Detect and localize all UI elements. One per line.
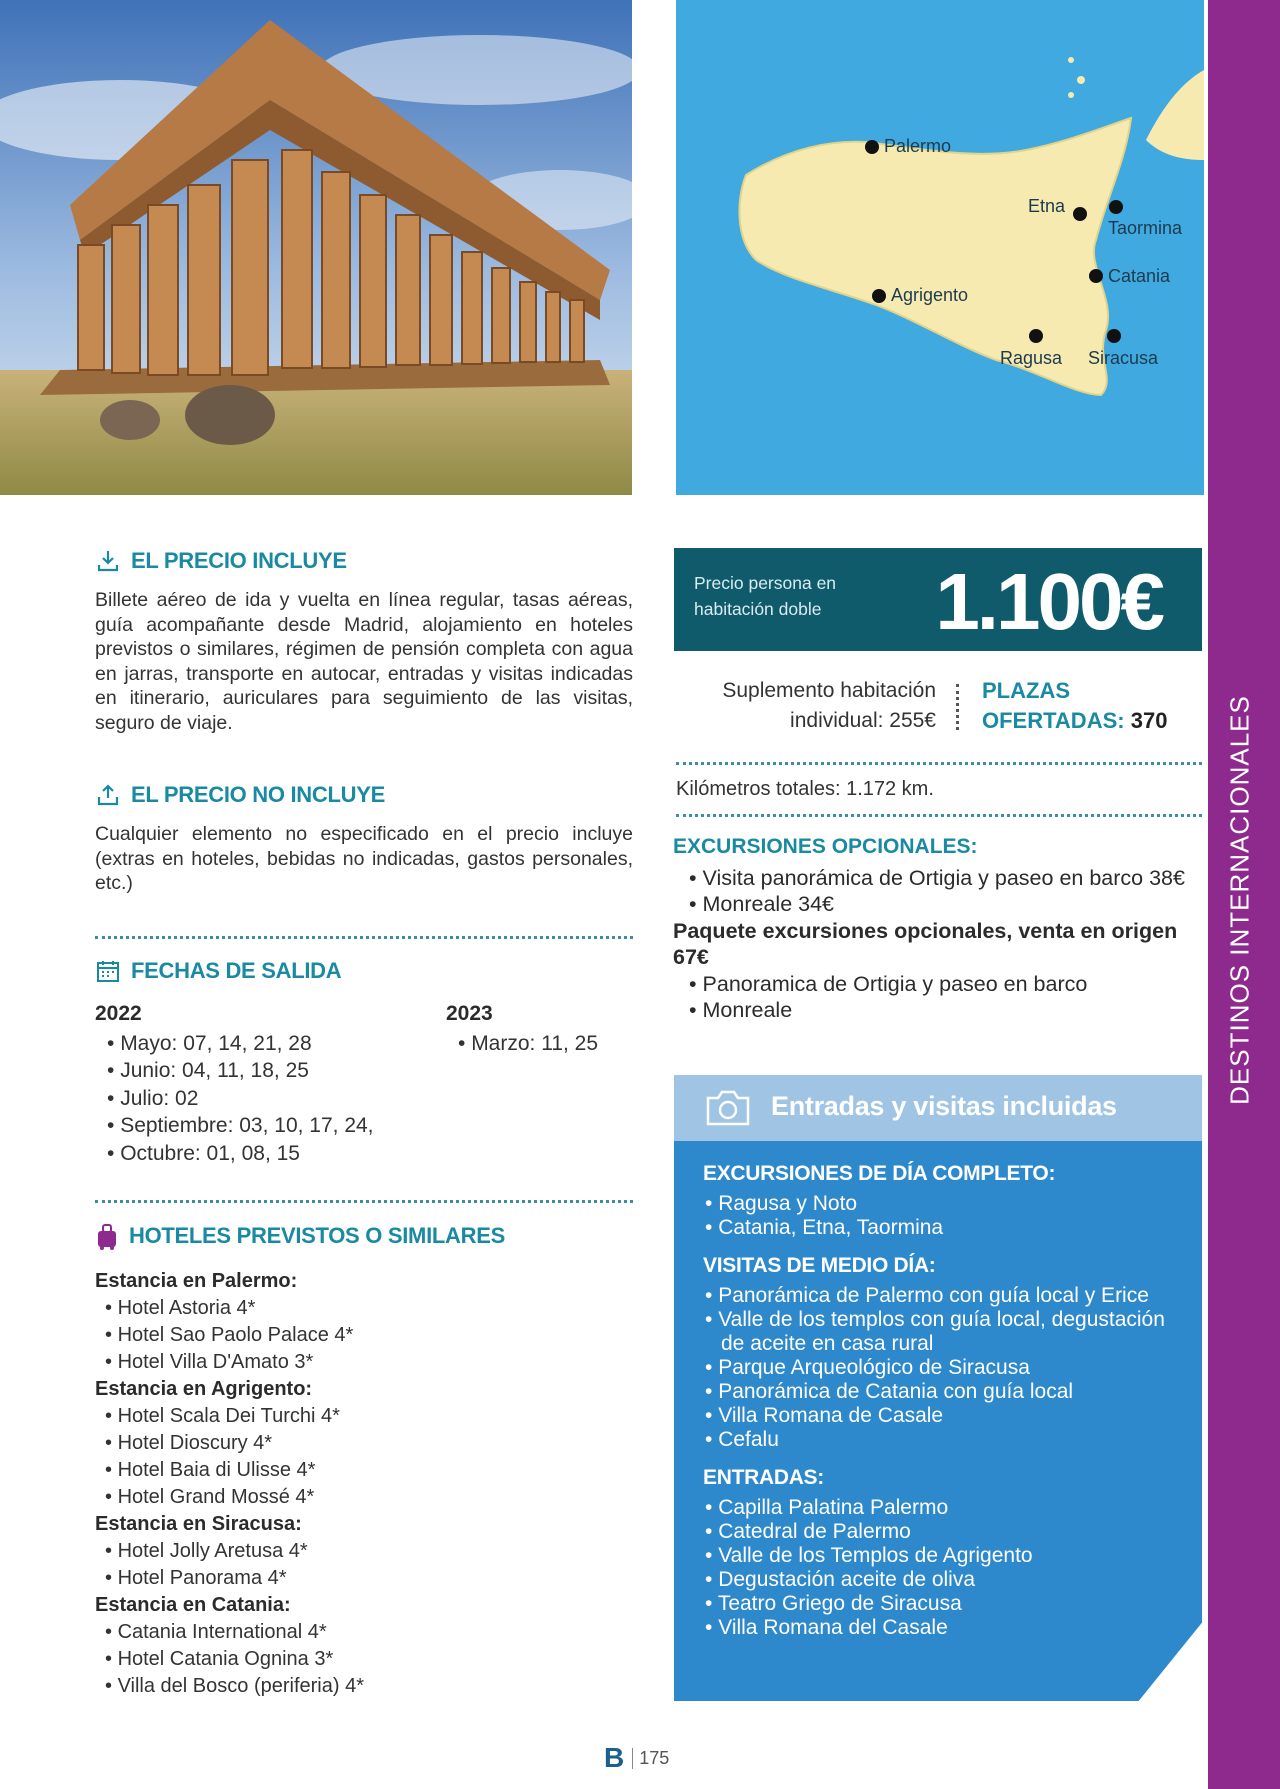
hotel-item: • Hotel Dioscury 4* xyxy=(95,1430,364,1457)
date-item: • Junio: 04, 11, 18, 25 xyxy=(95,1057,374,1085)
page-number: 175 xyxy=(632,1748,669,1769)
plazas-value: 370 xyxy=(1130,708,1168,733)
hotels-list xyxy=(95,1268,364,1700)
visit-item: • Ragusa y Noto xyxy=(705,1192,1173,1216)
excludes-text: Cualquier elemento no especificado en el precio incluye (extras en hoteles, bebidas no indicadas, gastos personales, etc.) xyxy=(95,823,633,894)
catania-marker xyxy=(1089,269,1103,283)
includes-title: EL PRECIO INCLUYE xyxy=(131,548,347,573)
map-label-agrigento: Agrigento xyxy=(891,285,969,305)
year-label: 2023 xyxy=(446,1002,493,1025)
temple-photo xyxy=(0,0,632,495)
includes-text: Billete aéreo de ida y vuelta en línea regular, tasas aéreas, guía acompañante desde Madrid, alojamiento en hoteles previstos o similares, régimen de pensión completa con agua en jarras, transporte en autocar, entradas y visitas indicadas en itinerario, auriculares para seguimiento de las visitas, seguro de viaje. xyxy=(95,589,633,734)
separator xyxy=(956,684,959,730)
map-label-ragusa: Ragusa xyxy=(1000,348,1063,368)
date-item: • Julio: 02 xyxy=(95,1085,374,1113)
ticket-item: • Valle de los Templos de Agrigento xyxy=(705,1544,1173,1568)
etna-marker xyxy=(1073,207,1087,221)
tickets-title: ENTRADAS: xyxy=(703,1466,824,1489)
taormina-marker xyxy=(1109,200,1123,214)
date-item: • Octubre: 01, 08, 15 xyxy=(95,1140,374,1168)
price-value: 1.100€ xyxy=(935,557,1162,646)
price-box xyxy=(674,548,1202,651)
hotel-group-name: Estancia en Palermo: xyxy=(95,1270,298,1292)
package-item: • Monreale xyxy=(689,997,1193,1024)
download-icon xyxy=(95,548,121,574)
visit-item: • Valle de los templos con guía local, degustación de aceite en casa rural xyxy=(705,1308,1173,1356)
supplement-line1: Suplemento habitación xyxy=(722,679,936,702)
dates-title: FECHAS DE SALIDA xyxy=(131,958,342,983)
package-item: • Panoramica de Ortigia y paseo en barco xyxy=(689,971,1193,998)
hotel-item: • Hotel Catania Ognina 3* xyxy=(95,1646,364,1673)
plazas-label2: OFERTADAS: xyxy=(982,708,1125,733)
ticket-item: • Capilla Palatina Palermo xyxy=(705,1496,1173,1520)
ticket-item: • Catedral de Palermo xyxy=(705,1520,1173,1544)
optional-excursions xyxy=(673,834,1193,1024)
visit-item: • Panorámica de Catania con guía local xyxy=(705,1380,1173,1404)
price-note: Precio persona en habitación doble xyxy=(694,573,837,619)
hotel-item: • Hotel Panorama 4* xyxy=(95,1565,364,1592)
hotel-item: • Hotel Grand Mossé 4* xyxy=(95,1484,364,1511)
plazas-label1: PLAZAS xyxy=(982,678,1070,703)
optional-title: EXCURSIONES OPCIONALES: xyxy=(673,835,978,858)
hotel-group-name: Estancia en Catania: xyxy=(95,1594,291,1616)
hotel-item: • Hotel Villa D'Amato 3* xyxy=(95,1349,364,1376)
temple-illustration xyxy=(0,0,632,495)
hotel-group-name: Estancia en Siracusa: xyxy=(95,1513,302,1535)
date-item: • Marzo: 11, 25 xyxy=(446,1030,598,1058)
dates-2022 xyxy=(95,1000,374,1167)
ragusa-marker xyxy=(1029,329,1043,343)
map-label-catania: Catania xyxy=(1108,266,1171,286)
agrigento-marker xyxy=(872,289,886,303)
visit-item: • Villa Romana de Casale xyxy=(705,1404,1173,1428)
date-item: • Mayo: 07, 14, 21, 28 xyxy=(95,1030,374,1058)
divider xyxy=(676,762,1202,765)
ticket-item: • Villa Romana del Casale xyxy=(705,1616,1173,1640)
included-visits-text xyxy=(703,1162,1173,1640)
section-side-label: DESTINOS INTERNACIONALES xyxy=(1224,695,1255,1105)
optional-package: Paquete excursiones opcionales, venta en origen 67€ xyxy=(673,918,1178,969)
map-label-palermo: Palermo xyxy=(884,136,952,156)
half-day-title: VISITAS DE MEDIO DÍA: xyxy=(703,1254,936,1277)
upload-icon xyxy=(95,782,121,808)
hotel-item: • Villa del Bosco (periferia) 4* xyxy=(95,1673,364,1700)
ticket-item: • Teatro Griego de Siracusa xyxy=(705,1592,1173,1616)
hotel-item: • Hotel Sao Paolo Palace 4* xyxy=(95,1322,364,1349)
visit-item: • Panorámica de Palermo con guía local y Erice xyxy=(705,1284,1173,1308)
hotel-group-name: Estancia en Agrigento: xyxy=(95,1378,313,1400)
dates-2023 xyxy=(446,1000,598,1057)
visit-item: • Catania, Etna, Taormina xyxy=(705,1216,1173,1240)
supplement-line2: individual: 255€ xyxy=(790,709,936,732)
map-label-taormina: Taormina xyxy=(1108,218,1183,238)
total-km: Kilómetros totales: 1.172 km. xyxy=(676,778,934,800)
hotel-item: • Catania International 4* xyxy=(95,1619,364,1646)
includes-heading xyxy=(95,548,347,574)
excludes-title: EL PRECIO NO INCLUYE xyxy=(131,782,385,807)
luggage-icon xyxy=(95,1222,119,1250)
visit-item: • Parque Arqueológico de Siracusa xyxy=(705,1356,1173,1380)
plazas xyxy=(982,676,1167,736)
hotels-title: HOTELES PREVISTOS O SIMILARES xyxy=(129,1223,505,1248)
year-label: 2022 xyxy=(95,1002,142,1025)
brand-logo: B xyxy=(604,1742,625,1773)
divider xyxy=(95,1200,633,1203)
supplement xyxy=(674,676,936,736)
calendar-icon xyxy=(95,958,121,984)
full-day-title: EXCURSIONES DE DÍA COMPLETO: xyxy=(703,1162,1056,1185)
divider xyxy=(676,814,1202,817)
visit-item: • Cefalu xyxy=(705,1428,1173,1452)
date-item: • Septiembre: 03, 10, 17, 24, xyxy=(95,1112,374,1140)
dates-heading xyxy=(95,958,341,984)
page-footer xyxy=(604,1742,669,1774)
sicily-map xyxy=(676,0,1204,495)
included-visits-header xyxy=(674,1075,1202,1141)
ticket-item: • Degustación aceite de oliva xyxy=(705,1568,1173,1592)
hotel-item: • Hotel Jolly Aretusa 4* xyxy=(95,1538,364,1565)
hotel-item: • Hotel Astoria 4* xyxy=(95,1295,364,1322)
map-label-siracusa: Siracusa xyxy=(1088,348,1159,368)
optional-item: • Visita panorámica de Ortigia y paseo en barco 38€ xyxy=(689,865,1193,892)
palermo-marker xyxy=(865,140,879,154)
map-label-etna: Etna xyxy=(1028,196,1066,216)
sicily-shape xyxy=(676,0,1204,495)
included-visits-title: Entradas y visitas incluidas xyxy=(771,1091,1117,1121)
optional-item: • Monreale 34€ xyxy=(689,891,1193,918)
hotel-item: • Hotel Scala Dei Turchi 4* xyxy=(95,1403,364,1430)
hotels-heading xyxy=(95,1222,505,1250)
excludes-heading xyxy=(95,782,385,808)
hotel-item: • Hotel Baia di Ulisse 4* xyxy=(95,1457,364,1484)
camera-icon xyxy=(704,1088,752,1128)
siracusa-marker xyxy=(1107,329,1121,343)
divider xyxy=(95,936,633,939)
